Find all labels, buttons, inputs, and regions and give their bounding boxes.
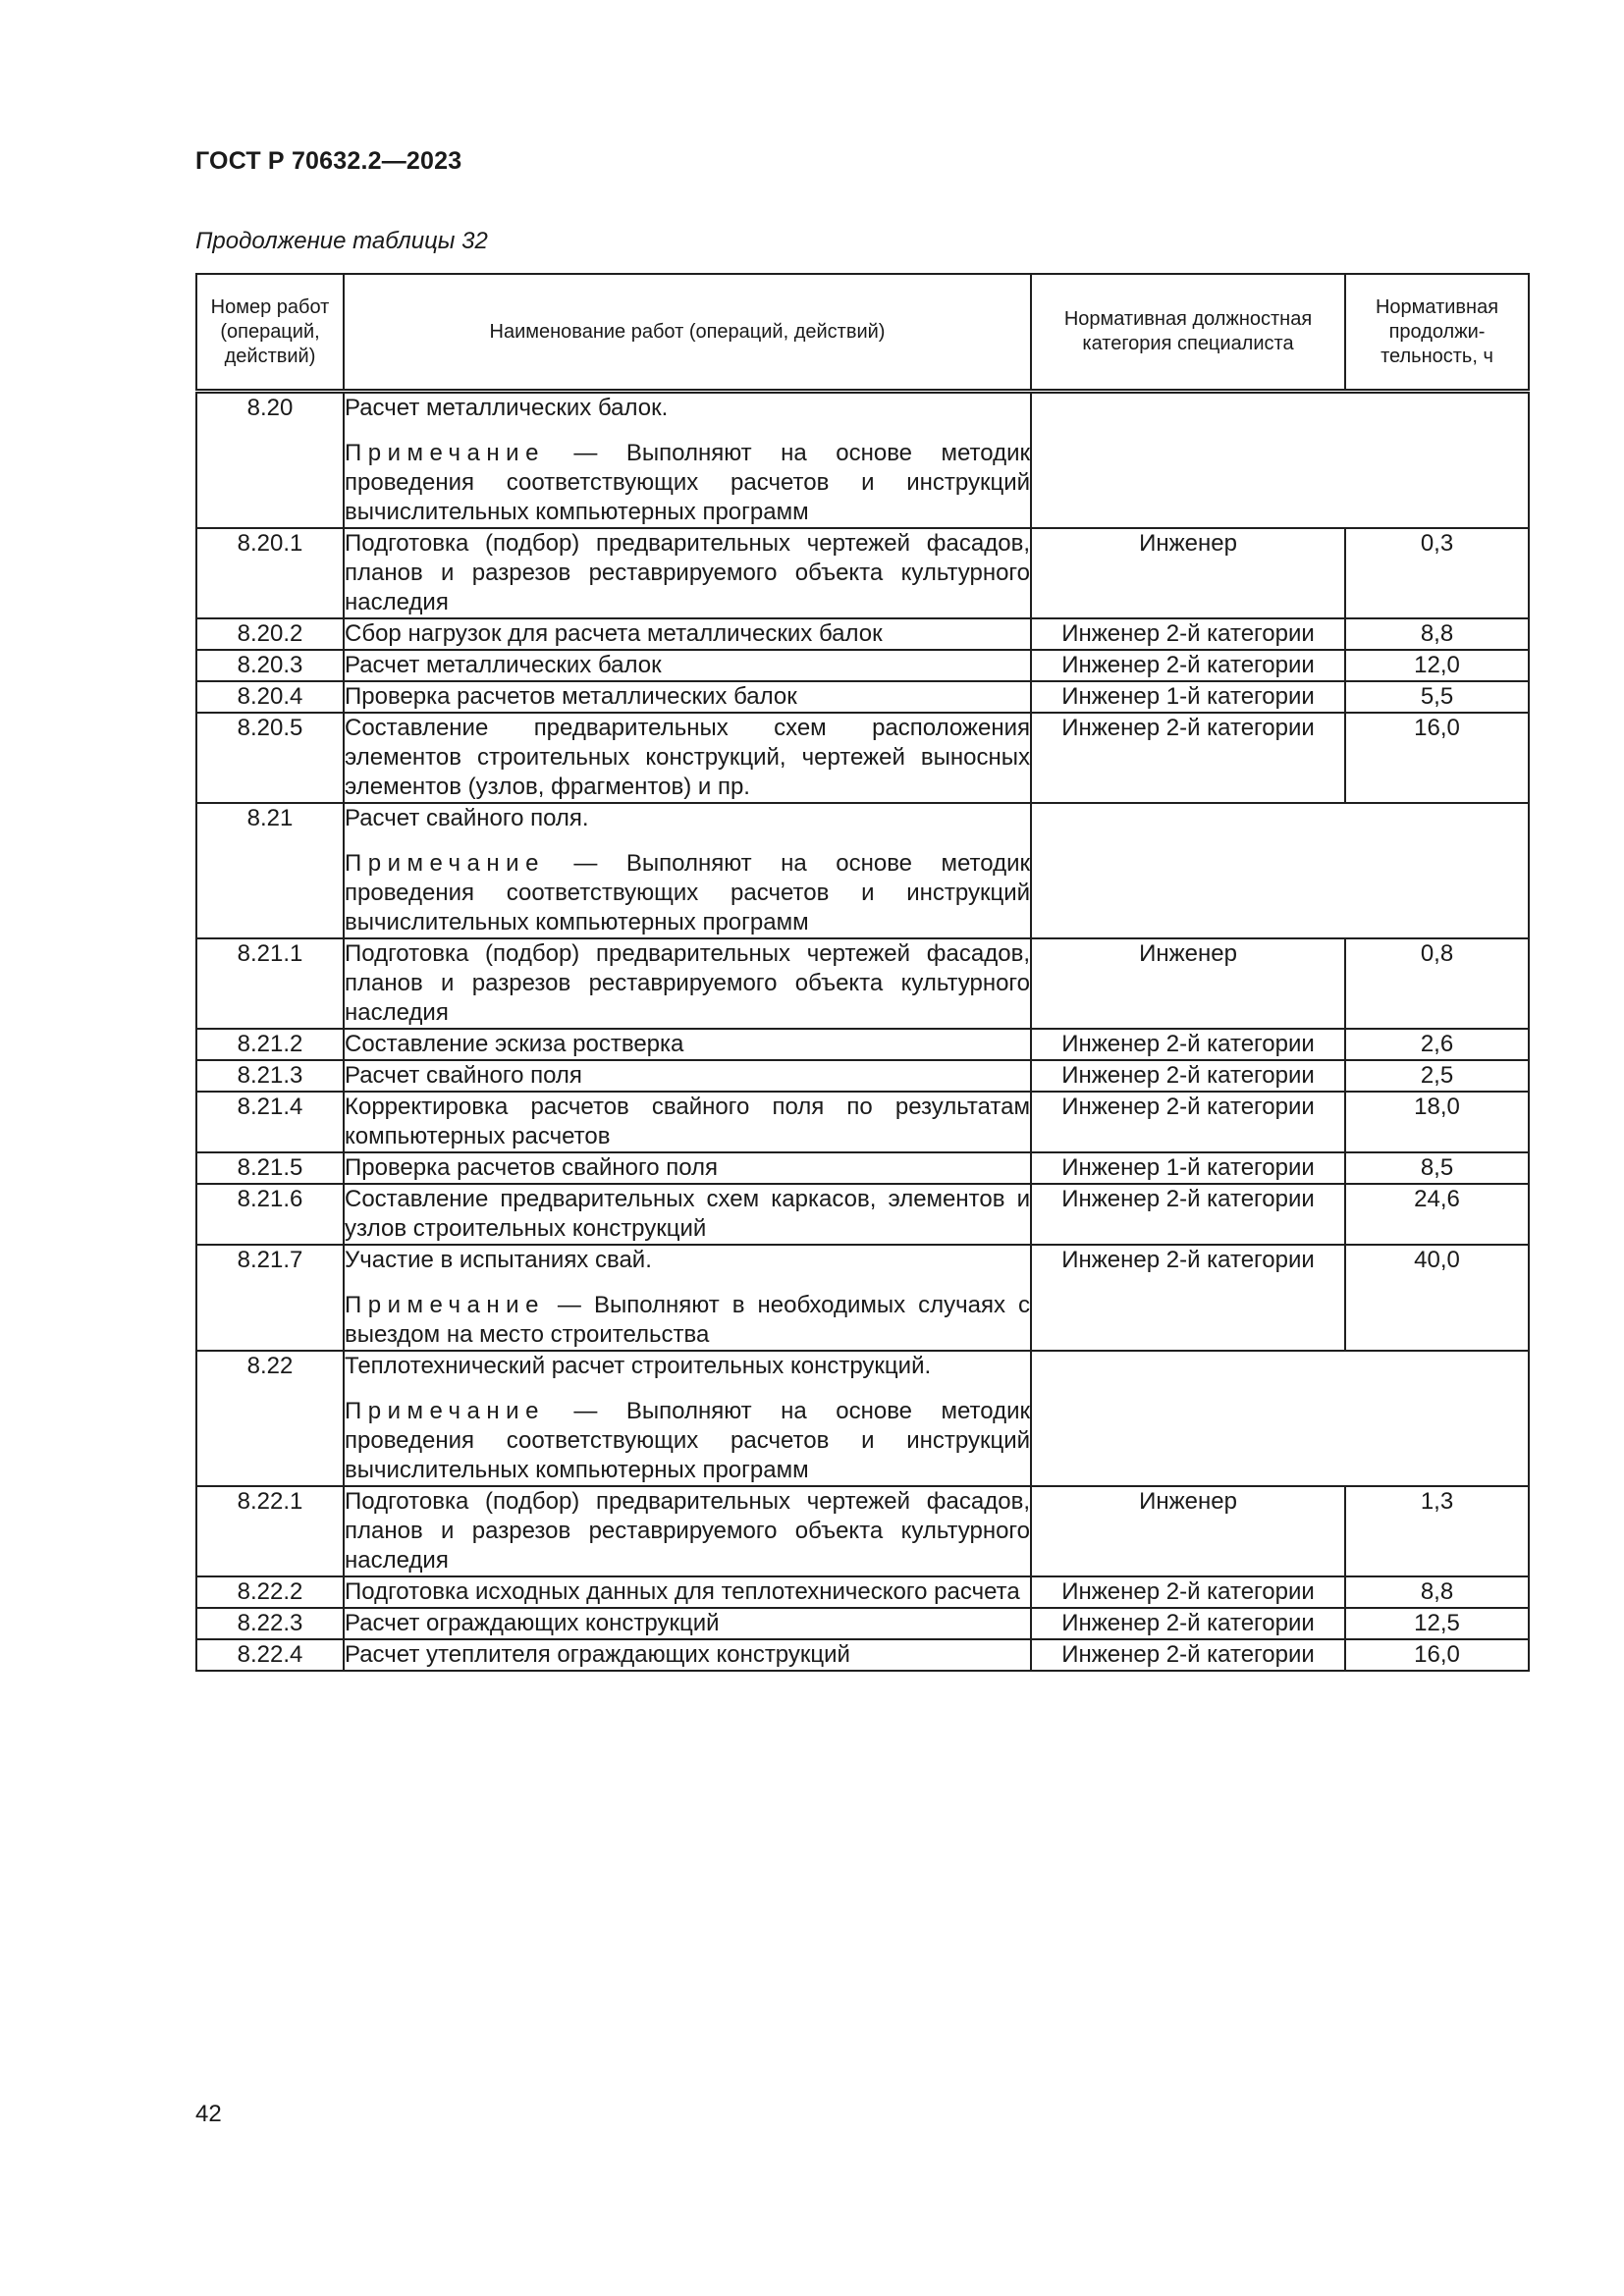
work-number: 8.20.2 — [196, 618, 344, 650]
note-text: — Выполняют на основе методик проведения соответствующих расчетов и инструкций вычислительных компьютерных программ — [345, 440, 1030, 525]
work-number: 8.22.4 — [196, 1639, 344, 1671]
specialist-category: Инженер — [1031, 1486, 1345, 1576]
duration-hours: 12,0 — [1345, 650, 1529, 681]
duration-hours: 8,5 — [1345, 1152, 1529, 1184]
specialist-category: Инженер — [1031, 938, 1345, 1029]
duration-hours: 8,8 — [1345, 1576, 1529, 1608]
note-label: Примечание — [345, 440, 545, 466]
work-title: Участие в испытаниях свай. — [345, 1247, 652, 1273]
duration-hours: 40,0 — [1345, 1245, 1529, 1351]
specialist-category: Инженер 2-й категории — [1031, 1092, 1345, 1152]
work-name: Корректировка расчетов свайного поля по результатам компьютерных расчетов — [344, 1092, 1031, 1152]
work-name — [344, 392, 1031, 529]
table-row — [196, 1351, 1529, 1486]
work-name: Подготовка исходных данных для теплотехнического расчета — [344, 1576, 1031, 1608]
work-number: 8.21.5 — [196, 1152, 344, 1184]
duration-hours: 16,0 — [1345, 1639, 1529, 1671]
work-name: Проверка расчетов свайного поля — [344, 1152, 1031, 1184]
table-header-row — [196, 274, 1529, 392]
specialist-category: Инженер 2-й категории — [1031, 713, 1345, 803]
work-number: 8.22.1 — [196, 1486, 344, 1576]
work-number: 8.21.6 — [196, 1184, 344, 1245]
note-label: Примечание — [345, 1292, 545, 1318]
work-name: Расчет утеплителя ограждающих конструкций — [344, 1639, 1031, 1671]
work-name: Составление предварительных схем расположения элементов строительных конструкций, чертежей выносных элементов (узлов, фрагментов) и пр. — [344, 713, 1031, 803]
work-number: 8.20.5 — [196, 713, 344, 803]
work-name: Составление предварительных схем каркасов, элементов и узлов строительных конструкций — [344, 1184, 1031, 1245]
column-header-name: Наименование работ (операций, действий) — [344, 274, 1031, 392]
note-text: — Выполняют в необходимых случаях с выездом на место строительства — [345, 1292, 1030, 1348]
table-row — [196, 528, 1529, 618]
table-row — [196, 1486, 1529, 1576]
duration-hours: 0,8 — [1345, 938, 1529, 1029]
table-row — [196, 1608, 1529, 1639]
work-name: Расчет свайного поля — [344, 1060, 1031, 1092]
duration-hours: 8,8 — [1345, 618, 1529, 650]
work-name: Проверка расчетов металлических балок — [344, 681, 1031, 713]
work-name — [344, 803, 1031, 938]
specialist-category: Инженер 2-й категории — [1031, 618, 1345, 650]
work-number: 8.21.1 — [196, 938, 344, 1029]
duration-hours: 16,0 — [1345, 713, 1529, 803]
work-name — [344, 1245, 1031, 1351]
work-number: 8.21 — [196, 803, 344, 938]
duration-hours: 2,6 — [1345, 1029, 1529, 1060]
column-header-duration: Нормативная продолжи-тельность, ч — [1345, 274, 1529, 392]
note-label: Примечание — [345, 1398, 545, 1424]
column-header-number: Номер работ (операций, действий) — [196, 274, 344, 392]
empty-merged-cell — [1031, 803, 1529, 938]
specialist-category: Инженер 2-й категории — [1031, 650, 1345, 681]
work-name: Подготовка (подбор) предварительных чертежей фасадов, планов и разрезов реставрируемого объекта культурного наследия — [344, 528, 1031, 618]
table-row — [196, 681, 1529, 713]
work-note — [345, 1291, 1030, 1350]
work-number: 8.20 — [196, 392, 344, 529]
specialist-category: Инженер 2-й категории — [1031, 1184, 1345, 1245]
work-number: 8.20.1 — [196, 528, 344, 618]
table-row — [196, 392, 1529, 529]
specialist-category: Инженер 2-й категории — [1031, 1029, 1345, 1060]
note-text: — Выполняют на основе методик проведения соответствующих расчетов и инструкций вычислительных компьютерных программ — [345, 1398, 1030, 1483]
duration-hours: 5,5 — [1345, 681, 1529, 713]
work-number: 8.22.2 — [196, 1576, 344, 1608]
specialist-category: Инженер 2-й категории — [1031, 1608, 1345, 1639]
work-note — [345, 849, 1030, 937]
empty-merged-cell — [1031, 1351, 1529, 1486]
table-row — [196, 650, 1529, 681]
work-name: Подготовка (подбор) предварительных чертежей фасадов, планов и разрезов реставрируемого объекта культурного наследия — [344, 1486, 1031, 1576]
table-row — [196, 1184, 1529, 1245]
work-name: Сбор нагрузок для расчета металлических балок — [344, 618, 1031, 650]
work-number: 8.21.4 — [196, 1092, 344, 1152]
table-row — [196, 1576, 1529, 1608]
duration-hours: 0,3 — [1345, 528, 1529, 618]
work-number: 8.21.2 — [196, 1029, 344, 1060]
work-name: Расчет ограждающих конструкций — [344, 1608, 1031, 1639]
table-row — [196, 1639, 1529, 1671]
table-row — [196, 1092, 1529, 1152]
specialist-category: Инженер 2-й категории — [1031, 1576, 1345, 1608]
work-number: 8.20.4 — [196, 681, 344, 713]
table-row — [196, 1245, 1529, 1351]
duration-hours: 24,6 — [1345, 1184, 1529, 1245]
duration-hours: 18,0 — [1345, 1092, 1529, 1152]
work-note — [345, 439, 1030, 527]
table-row — [196, 618, 1529, 650]
table-row — [196, 938, 1529, 1029]
table-caption: Продолжение таблицы 32 — [195, 228, 488, 254]
note-label: Примечание — [345, 850, 545, 877]
work-title: Расчет металлических балок. — [345, 395, 669, 421]
work-name — [344, 1351, 1031, 1486]
work-number: 8.21.7 — [196, 1245, 344, 1351]
page-number: 42 — [195, 2101, 222, 2127]
table-row — [196, 803, 1529, 938]
work-name: Расчет металлических балок — [344, 650, 1031, 681]
work-name: Подготовка (подбор) предварительных чертежей фасадов, планов и разрезов реставрируемого объекта культурного наследия — [344, 938, 1031, 1029]
column-header-category: Нормативная должностная категория специалиста — [1031, 274, 1345, 392]
work-number: 8.22 — [196, 1351, 344, 1486]
work-note — [345, 1397, 1030, 1485]
specialist-category: Инженер 1-й категории — [1031, 681, 1345, 713]
norms-table — [195, 273, 1530, 1672]
work-name: Составление эскиза ростверка — [344, 1029, 1031, 1060]
specialist-category: Инженер 2-й категории — [1031, 1245, 1345, 1351]
table-row — [196, 1060, 1529, 1092]
work-number: 8.21.3 — [196, 1060, 344, 1092]
document-header: ГОСТ Р 70632.2—2023 — [195, 147, 462, 175]
specialist-category: Инженер — [1031, 528, 1345, 618]
duration-hours: 12,5 — [1345, 1608, 1529, 1639]
table-body — [196, 392, 1529, 1672]
empty-merged-cell — [1031, 392, 1529, 529]
duration-hours: 2,5 — [1345, 1060, 1529, 1092]
table-row — [196, 713, 1529, 803]
duration-hours: 1,3 — [1345, 1486, 1529, 1576]
work-title: Расчет свайного поля. — [345, 805, 589, 831]
work-title: Теплотехнический расчет строительных конструкций. — [345, 1353, 932, 1379]
work-number: 8.22.3 — [196, 1608, 344, 1639]
note-text: — Выполняют на основе методик проведения соответствующих расчетов и инструкций вычислительных компьютерных программ — [345, 850, 1030, 935]
specialist-category: Инженер 2-й категории — [1031, 1060, 1345, 1092]
work-number: 8.20.3 — [196, 650, 344, 681]
table-row — [196, 1152, 1529, 1184]
specialist-category: Инженер 2-й категории — [1031, 1639, 1345, 1671]
table-row — [196, 1029, 1529, 1060]
specialist-category: Инженер 1-й категории — [1031, 1152, 1345, 1184]
